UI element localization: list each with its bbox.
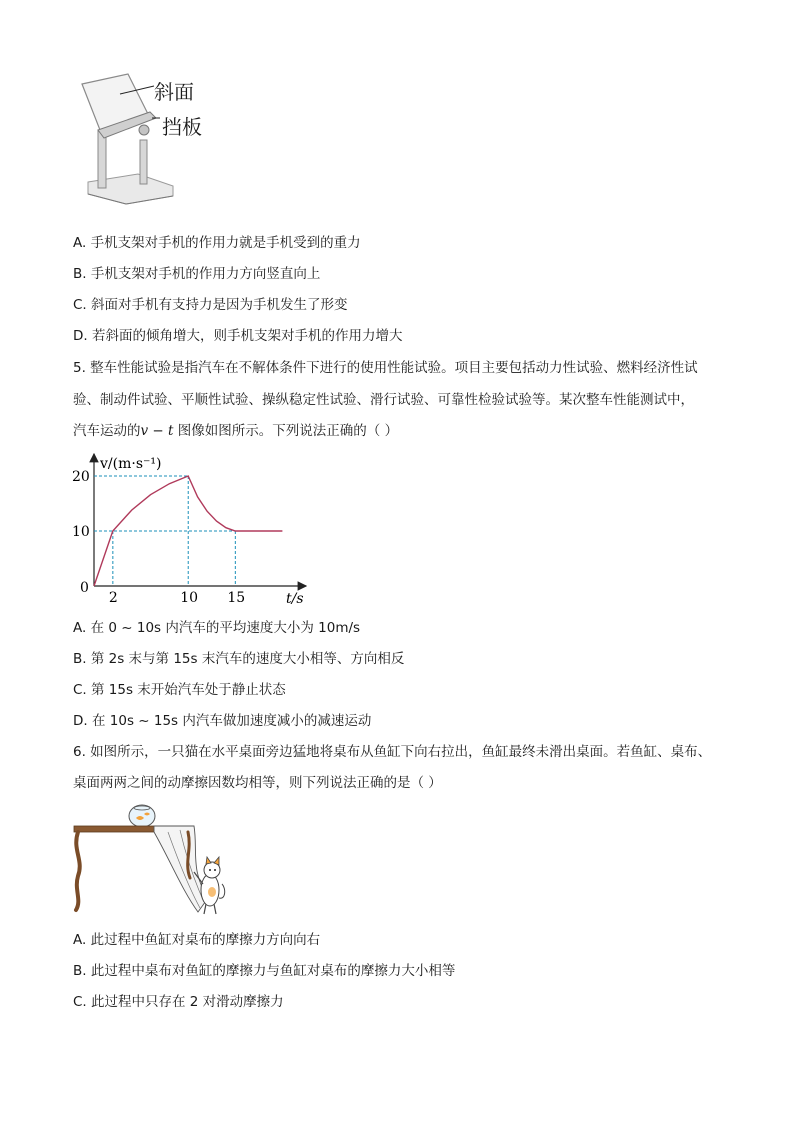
q5-stem-line3-pre: 汽车运动的 xyxy=(73,423,141,439)
q6-stem-line2: 桌面两两之间的动摩擦因数均相等，则下列说法正确的是（ ） xyxy=(73,775,442,791)
q5-stem-line3 xyxy=(73,421,398,441)
q5-symbol-t: t xyxy=(168,423,174,439)
q5-symbol-v: v xyxy=(140,423,149,439)
phone-stand-illustration xyxy=(78,70,218,210)
q5-stem-line1: 5. 整车性能试验是指汽车在不解体条件下进行的使用性能试验。项目主要包括动力性试验、燃料经济性试 xyxy=(73,360,698,376)
q5-option-b: B. 第 2s 末与第 15s 末汽车的速度大小相等、方向相反 xyxy=(73,651,405,667)
q5-stem-line2: 验、制动件试验、平顺性试验、操纵稳定性试验、滑行试验、可靠性检验试验等。某次整车性能测试中， xyxy=(73,392,694,408)
x-axis-label: t/s xyxy=(286,591,304,607)
cat-table-figure xyxy=(70,800,230,918)
q4-option-b: B. 手机支架对手机的作用力方向竖直向上 xyxy=(73,266,321,282)
phone-stand-figure xyxy=(78,70,218,210)
x-tick-label: 2 xyxy=(108,590,118,606)
cat-table-illustration xyxy=(70,800,230,918)
fish-bowl xyxy=(129,805,155,827)
y-tick-label: 10 xyxy=(72,524,90,540)
y-tick-label: 20 xyxy=(72,469,90,485)
label-baffle: 挡板 xyxy=(162,115,202,139)
q5-option-a: A. 在 0 ~ 10s 内汽车的平均速度大小为 10m/s xyxy=(73,620,361,636)
q5-symbol-dash: − xyxy=(148,423,169,439)
q4-option-d: D. 若斜面的倾角增大，则手机支架对手机的作用力增大 xyxy=(73,328,403,344)
q6-option-a: A. 此过程中鱼缸对桌布的摩擦力方向向右 xyxy=(73,932,321,948)
q4-option-a: A. 手机支架对手机的作用力就是手机受到的重力 xyxy=(73,235,361,251)
q5-option-d: D. 在 10s ~ 15s 内汽车做加速度减小的减速运动 xyxy=(73,713,372,729)
tablecloth xyxy=(154,826,208,912)
q5-option-c: C. 第 15s 末开始汽车处于静止状态 xyxy=(73,682,286,698)
q6-option-b: B. 此过程中桌布对鱼缸的摩擦力与鱼缸对桌布的摩擦力大小相等 xyxy=(73,963,456,979)
q4-option-c: C. 斜面对手机有支持力是因为手机发生了形变 xyxy=(73,297,348,313)
x-tick-label: 10 xyxy=(180,590,199,606)
x-tick-label: 15 xyxy=(227,590,246,606)
vt-chart xyxy=(66,448,326,608)
q6-stem-line1: 6. 如图所示，一只猫在水平桌面旁边猛地将桌布从鱼缸下向右拉出，鱼缸最终未滑出桌面。若鱼缸、桌布、 xyxy=(73,744,712,760)
origin-label: 0 xyxy=(80,580,89,596)
vt-chart-svg xyxy=(66,448,326,608)
q5-stem-line3-post: 图像如图所示。下列说法正确的（ ） xyxy=(173,423,399,439)
label-slope: 斜面 xyxy=(154,80,194,104)
q6-option-c: C. 此过程中只存在 2 对滑动摩擦力 xyxy=(73,994,284,1010)
y-axis-label: v/(m·s⁻¹) xyxy=(100,456,162,472)
